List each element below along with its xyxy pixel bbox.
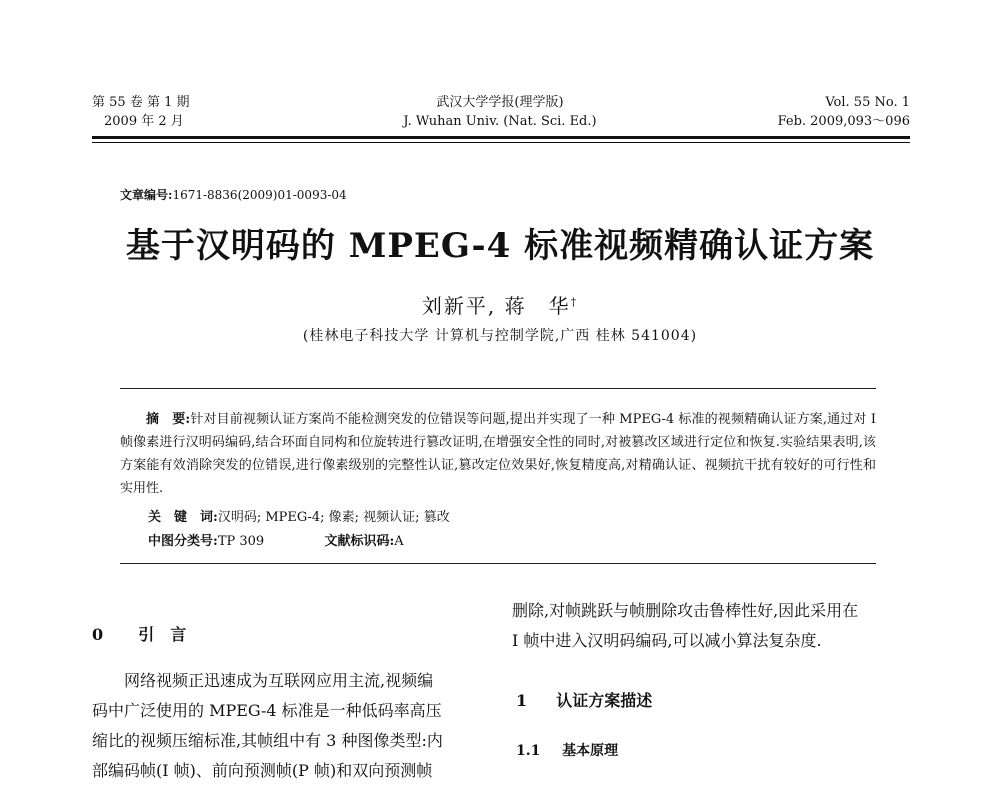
subsection-1-1-title: 基本原理 [562, 743, 619, 759]
section-0-heading [92, 622, 186, 645]
section-0-title: 引 言 [138, 625, 187, 644]
affiliation: (桂林电子科技大学 计算机与控制学院,广西 桂林 541004) [302, 328, 698, 344]
section-1-heading [516, 688, 652, 711]
journal-volume-issue: 第 55 卷 第 1 期 [92, 95, 190, 110]
keywords-label: 关 键 词: [148, 510, 218, 525]
authors [422, 290, 578, 319]
body-line: I 帧中进入汉明码编码,可以减小算法复杂度. [512, 631, 822, 650]
keywords-text: 汉明码; MPEG-4; 像素; 视频认证; 篡改 [217, 510, 450, 525]
section-1-number: 1 [516, 691, 528, 710]
header-rule-thin [92, 142, 910, 143]
header-rule-thick [92, 136, 910, 139]
abstract [120, 408, 876, 500]
journal-vol-en: Vol. 55 No. 1 [825, 95, 910, 110]
abstract-bottom-rule [120, 563, 876, 564]
article-id-label: 文章编号: [120, 188, 173, 202]
author-names: 刘新平, 蒋 华 [421, 294, 571, 318]
subsection-1-1-number: 1.1 [516, 743, 541, 759]
abstract-text: 针对目前视频认证方案尚不能检测突发的位错误等问题,提出并实现了一种 MPEG-4 标准的视频精确认证方案,通过对 I 帧像素进行汉明码编码,结合环面自同构和位旋转进行篡改证明,在增强安全性的同时,对被篡改区域进行定位和恢复.实验结果表明,该方案能有效消除突发的位错误,进行像素级别的完整性认证,篡改定位效果好,恢复精度高,对精确认证、视频抗干扰有较好的可行性和实用性. [120, 412, 876, 496]
body-line: 网络视频正迅速成为互联网应用主流,视频编 [124, 671, 434, 690]
article-id-value: 1671-8836(2009)01-0093-04 [172, 188, 347, 202]
body-line: 码中广泛使用的 MPEG-4 标准是一种低码率高压 [92, 701, 442, 720]
body-line: 部编码帧(I 帧)、前向预测帧(P 帧)和双向预测帧 [92, 761, 433, 780]
keywords-row [148, 506, 450, 525]
subsection-1-1-heading [516, 740, 618, 760]
abstract-top-rule [120, 388, 876, 389]
clc-label: 中图分类号: [148, 534, 218, 549]
body-line: 缩比的视频压缩标准,其帧组中有 3 种图像类型:内 [92, 731, 443, 750]
journal-pages: Feb. 2009,093～096 [777, 114, 910, 129]
abstract-label: 摘 要: [146, 412, 191, 427]
doc-code-value: A [394, 534, 404, 549]
journal-date: 2009 年 2 月 [104, 114, 184, 129]
section-1-title: 认证方案描述 [556, 691, 653, 710]
author-mark: † [570, 295, 579, 309]
right-column-body [512, 596, 912, 656]
classification-row [148, 530, 404, 549]
section-0-number: 0 [92, 625, 104, 644]
article-id [120, 186, 347, 203]
clc-value: TP 309 [217, 534, 265, 549]
doc-code-label: 文献标识码: [324, 534, 395, 549]
journal-name-cn: 武汉大学学报(理学版) [436, 95, 564, 110]
paper-title: 基于汉明码的 MPEG-4 标准视频精确认证方案 [125, 226, 875, 266]
journal-name-en: J. Wuhan Univ. (Nat. Sci. Ed.) [403, 114, 597, 129]
body-line: 删除,对帧跳跃与帧删除攻击鲁棒性好,因此采用在 [512, 601, 859, 620]
section-0-body [92, 666, 492, 786]
